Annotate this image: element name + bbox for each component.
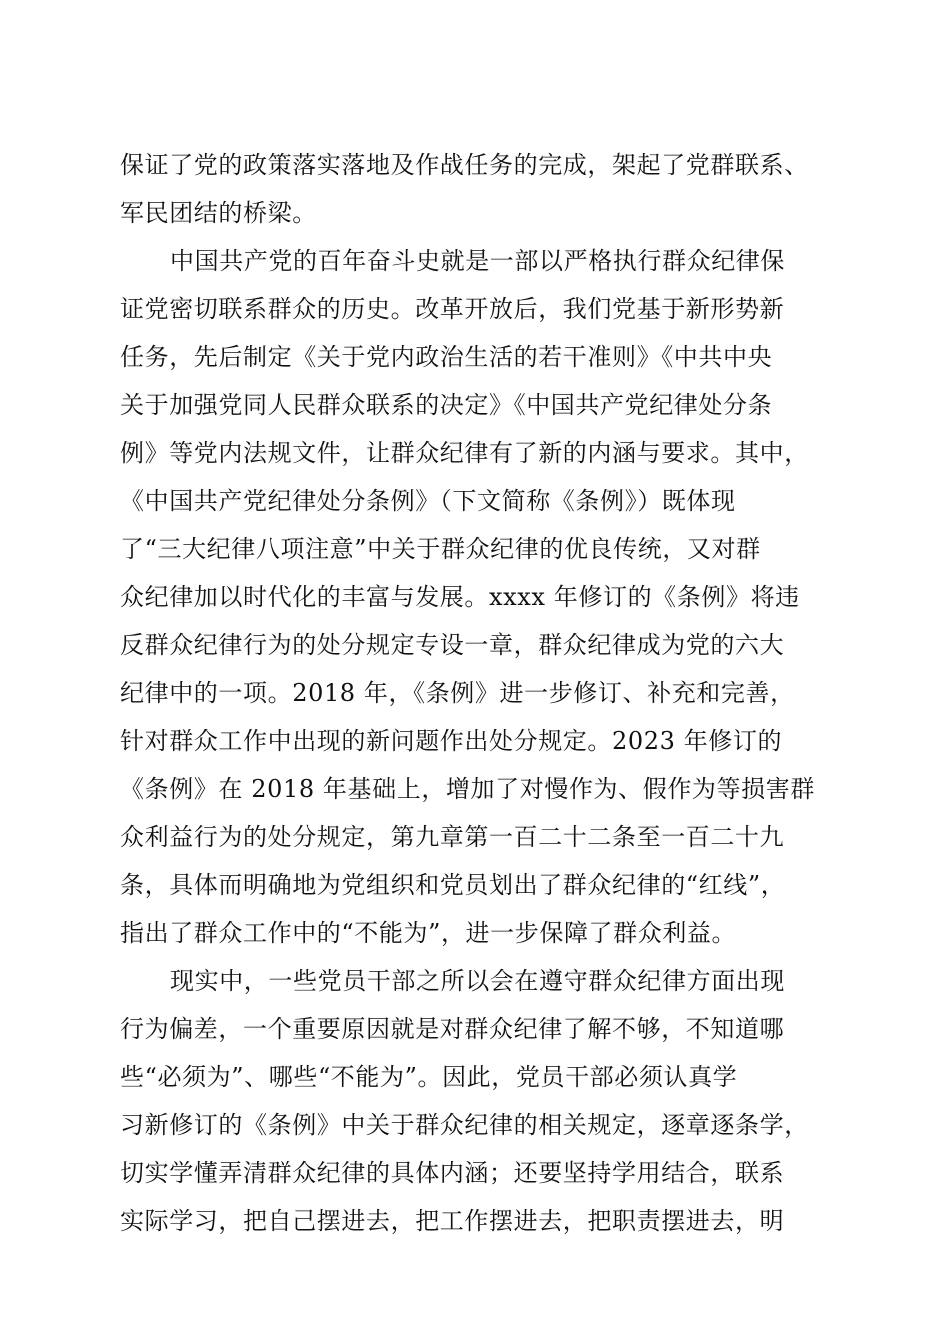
text-line: 保证了党的政策落实落地及作战任务的完成，架起了党群联系、 (120, 151, 809, 179)
text-line: 例》等党内法规文件，让群众纪律有了新的内涵与要求。其中， (120, 439, 809, 467)
text-line: 《中国共产党纪律处分条例》（下文简称《条例》）既体现 (120, 487, 736, 515)
text-line: 切实学懂弄清群众纪律的具体内涵；还要坚持学用结合，联系 (120, 1159, 785, 1187)
text-line: 证党密切联系群众的历史。改革开放后，我们党基于新形势新 (120, 295, 785, 323)
text-line: 众纪律加以时代化的丰富与发展。xxxx 年修订的《条例》将违 (120, 583, 800, 611)
text-line: 任务，先后制定《关于党内政治生活的若干准则》《中共中央 (120, 343, 773, 371)
text-line: 众利益行为的处分规定，第九章第一百二十二条至一百二十九 (120, 823, 785, 851)
text-line: 些“必须为”、哪些“不能为”。因此，党员干部必须认真学 (120, 1063, 738, 1091)
paragraph-first-line: 现实中，一些党员干部之所以会在遵守群众纪律方面出现 (170, 967, 785, 995)
text-line: 反群众纪律行为的处分规定专设一章，群众纪律成为党的六大 (120, 631, 785, 659)
text-line: 军民团结的桥梁。 (120, 199, 317, 227)
text-line: 针对群众工作中出现的新问题作出处分规定。2023 年修订的 (120, 727, 783, 755)
text-line: 条，具体而明确地为党组织和党员划出了群众纪律的“红线”， (120, 871, 786, 899)
text-line: 习新修订的《条例》中关于群众纪律的相关规定，逐章逐条学， (120, 1111, 809, 1139)
text-line: 关于加强党同人民群众联系的决定》《中国共产党纪律处分条 (120, 391, 773, 419)
text-line: 行为偏差，一个重要原因就是对群众纪律了解不够，不知道哪 (120, 1015, 785, 1043)
text-line: 指出了群众工作中的“不能为”，进一步保障了群众利益。 (120, 919, 737, 947)
paragraph-first-line: 中国共产党的百年奋斗史就是一部以严格执行群众纪律保 (170, 247, 785, 275)
text-line: 了“三大纪律八项注意”中关于群众纪律的优良传统，又对群 (120, 535, 761, 563)
text-line: 《条例》在 2018 年基础上，增加了对慢作为、假作为等损害群 (120, 775, 815, 803)
text-line: 纪律中的一项。2018 年，《条例》进一步修订、补充和完善， (120, 679, 795, 707)
text-line: 实际学习，把自己摆进去，把工作摆进去，把职责摆进去，明 (120, 1207, 785, 1235)
